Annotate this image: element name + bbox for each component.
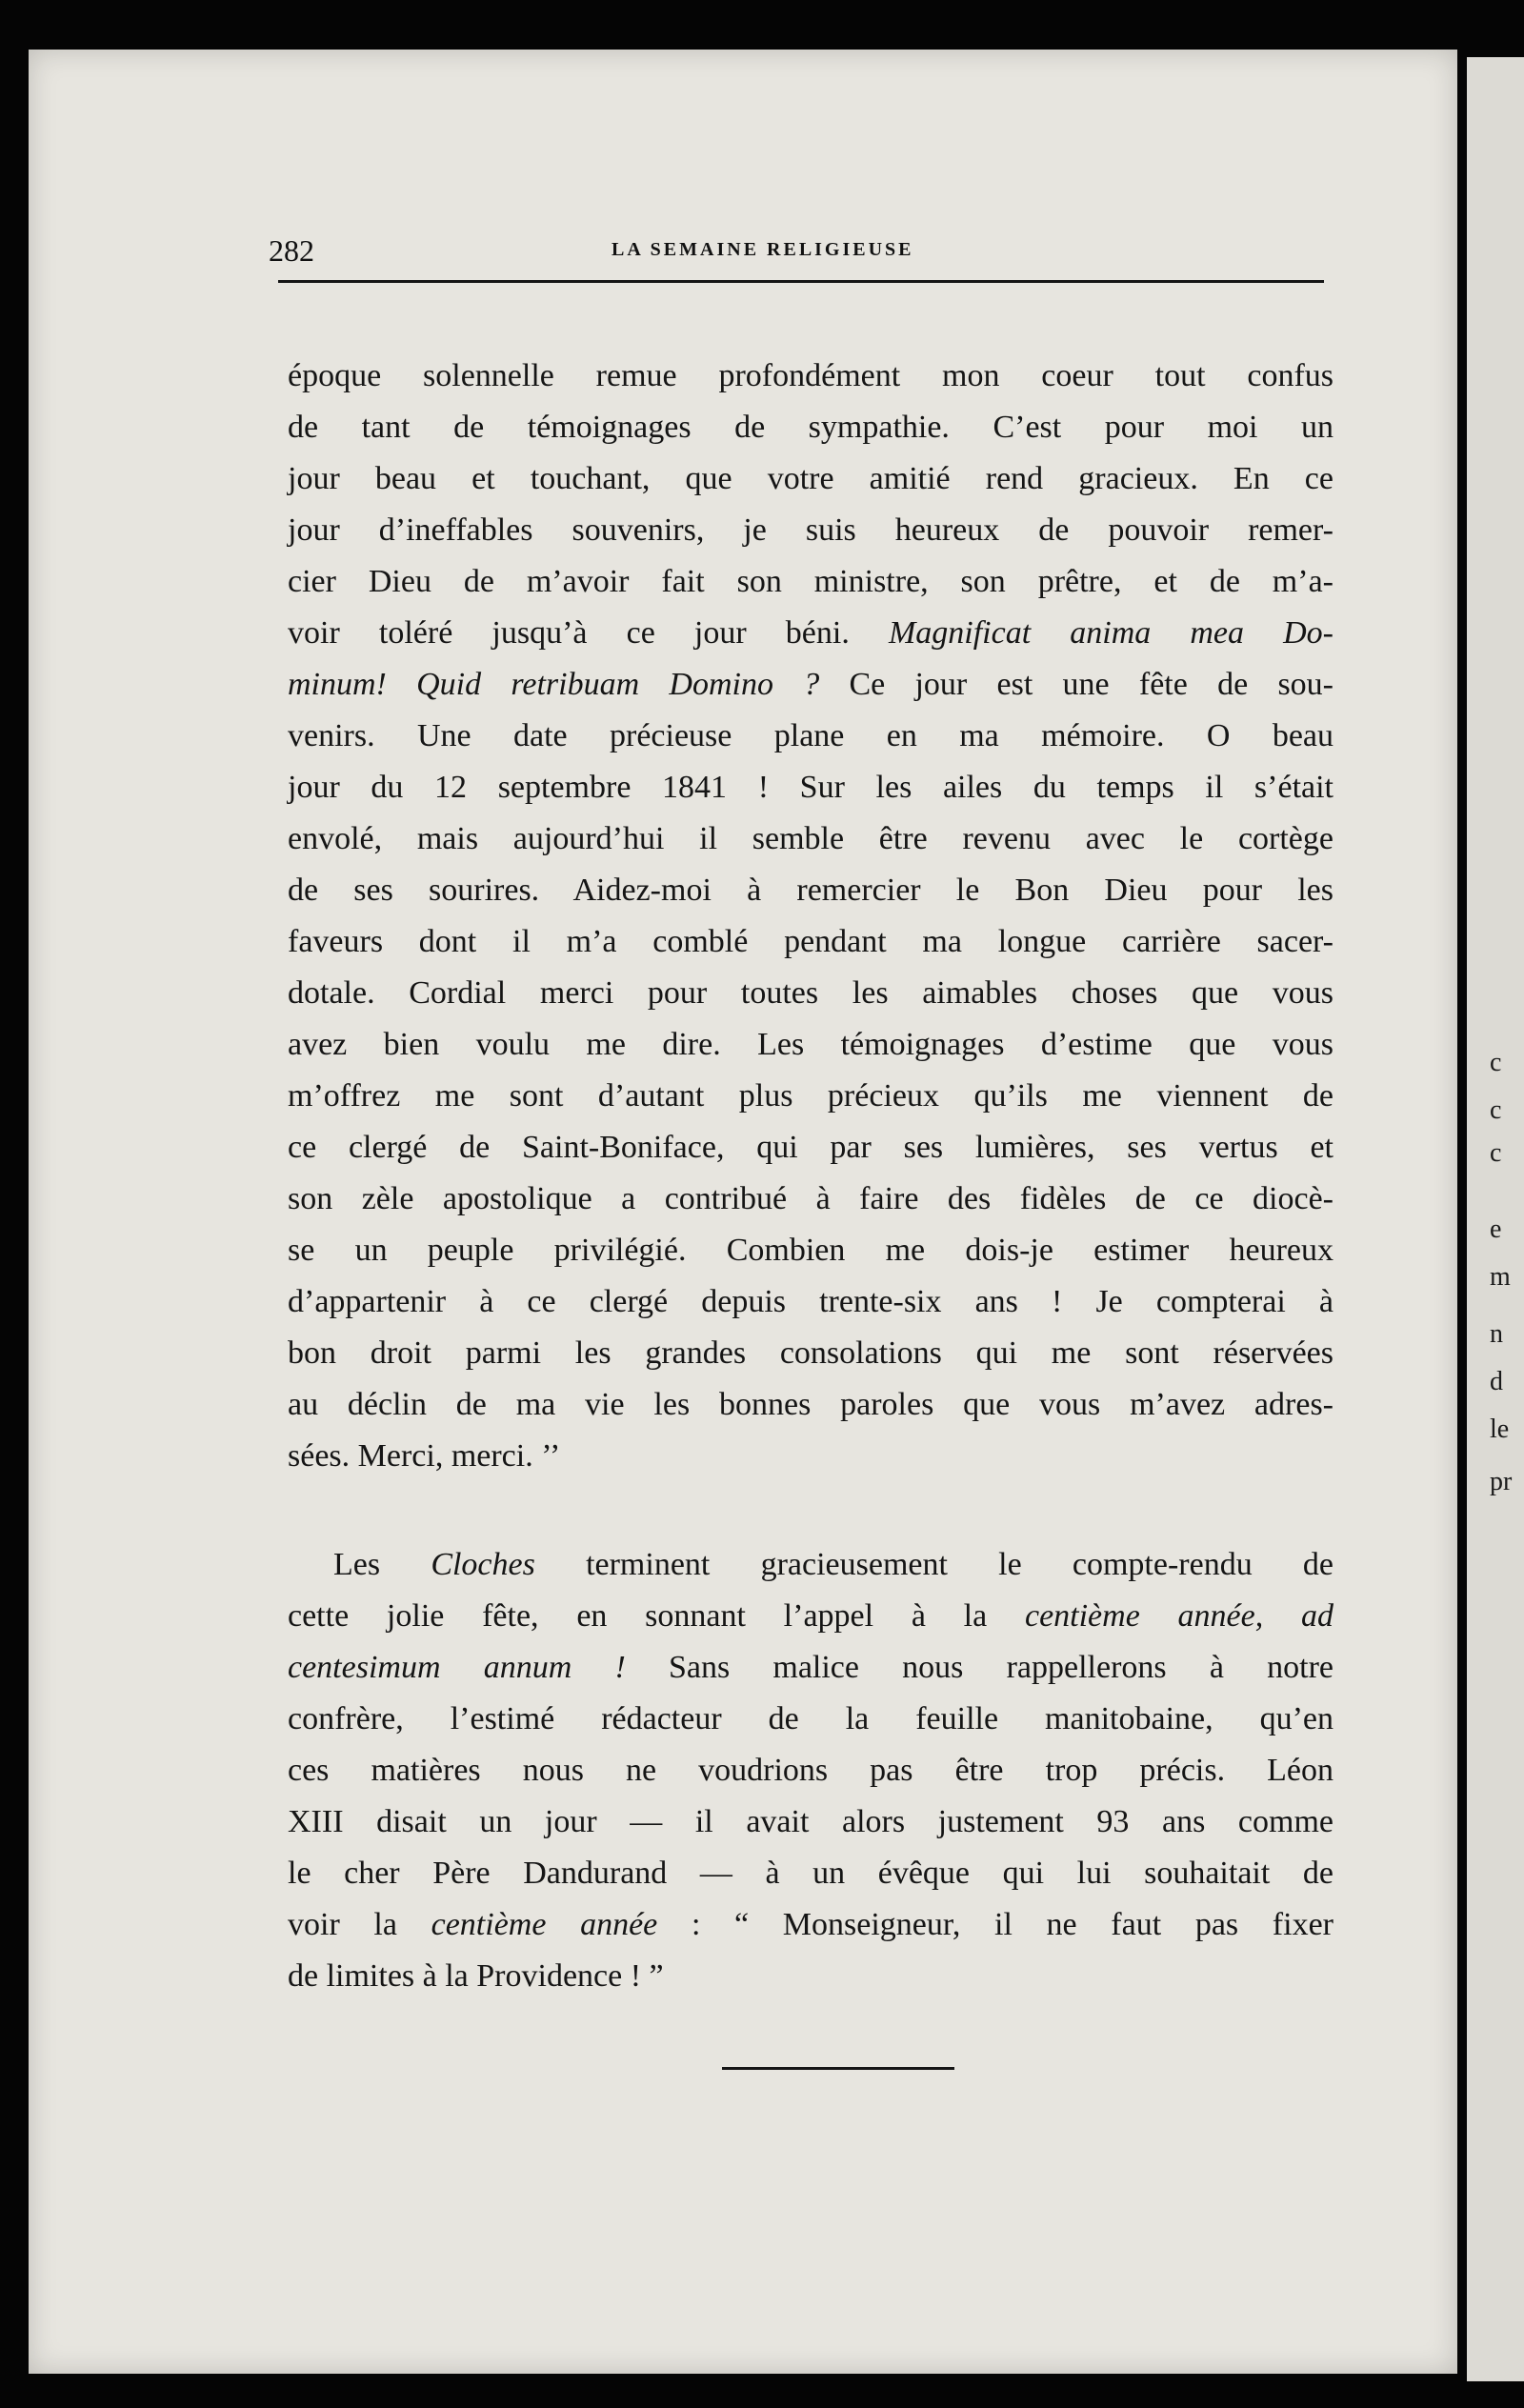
italic-text: centième année, ad [1024, 1598, 1334, 1634]
text-line [288, 1379, 1334, 1431]
text-segment: de limites à la Providence ! ” [288, 1958, 664, 1994]
italic-text: minum! Quid retribuam Domino ? [288, 667, 820, 702]
paragraph-gap [288, 1482, 1334, 1539]
text-line [288, 402, 1334, 453]
header-rule [278, 280, 1324, 283]
body-text [288, 351, 1334, 2002]
text-line [288, 1951, 1334, 2002]
page-number: 282 [269, 233, 314, 268]
text-line [288, 1796, 1334, 1848]
adjacent-page-edge [1467, 57, 1524, 2381]
text-line [288, 1019, 1334, 1071]
text-segment: au déclin de ma vie les bonnes paroles que vous m’avez adres- [288, 1387, 1334, 1422]
text-line [288, 1694, 1334, 1745]
paragraph-commentary [288, 1539, 1334, 2002]
text-segment: de ses sourires. Aidez-moi à remercier le Bon Dieu pour les [288, 873, 1334, 908]
italic-text: Cloches [431, 1547, 535, 1582]
text-line [288, 351, 1334, 402]
text-segment: sées. Merci, merci. ’’ [288, 1438, 561, 1474]
text-segment: jour d’ineffables souvenirs, je suis heureux de pouvoir remer- [288, 512, 1334, 548]
adjacent-page-fragment: n [1490, 1319, 1503, 1349]
text-line [288, 608, 1334, 659]
adjacent-page-fragment: c [1490, 1138, 1502, 1168]
text-line [288, 1174, 1334, 1225]
italic-text: centesimum annum ! [288, 1650, 626, 1685]
text-line [288, 1328, 1334, 1379]
text-segment: avez bien voulu me dire. Les témoignages d’estime que vous [288, 1027, 1334, 1062]
text-segment: venirs. Une date précieuse plane en ma mémoire. O beau [288, 718, 1334, 753]
text-line [288, 1431, 1334, 1482]
text-segment: Les [333, 1547, 431, 1582]
text-segment: ce clergé de Saint-Boniface, qui par ses lumières, ses vertus et [288, 1130, 1334, 1165]
text-segment: jour beau et touchant, que votre amitié rend gracieux. En ce [288, 461, 1334, 496]
text-line [288, 1539, 1334, 1591]
adjacent-page-fragment: e [1490, 1214, 1502, 1244]
text-line [288, 1848, 1334, 1899]
text-segment: Sans malice nous rappellerons à notre [625, 1650, 1334, 1685]
text-line [288, 762, 1334, 813]
text-segment: confrère, l’estimé rédacteur de la feuille manitobaine, qu’en [288, 1701, 1334, 1736]
text-line [288, 1899, 1334, 1951]
adjacent-page-fragment: pr [1490, 1467, 1513, 1496]
text-line [288, 1642, 1334, 1694]
text-segment: d’appartenir à ce clergé depuis trente-six ans ! Je compterai à [288, 1284, 1334, 1319]
adjacent-page-fragment: c [1490, 1095, 1502, 1125]
text-line [288, 659, 1334, 711]
text-line [288, 711, 1334, 762]
text-line [288, 556, 1334, 608]
text-line [288, 1745, 1334, 1796]
adjacent-page-fragment: c [1490, 1048, 1502, 1077]
text-line [288, 1276, 1334, 1328]
text-segment: jour du 12 septembre 1841 ! Sur les ailes du temps il s’était [288, 770, 1334, 805]
text-segment: XIII disait un jour — il avait alors justement 93 ans comme [288, 1804, 1334, 1839]
text-segment: m’offrez me sont d’autant plus précieux qu’ils me viennent de [288, 1078, 1334, 1114]
text-line [288, 1591, 1334, 1642]
text-line [288, 1071, 1334, 1122]
text-segment: : “ Monseigneur, il ne faut pas fixer [657, 1907, 1334, 1942]
end-rule [722, 2067, 954, 2070]
text-line [288, 1122, 1334, 1174]
text-segment: cette jolie fête, en sonnant l’appel à la [288, 1598, 1025, 1634]
text-segment: le cher Père Dandurand — à un évêque qui lui souhaitait de [288, 1856, 1334, 1891]
text-line [288, 1225, 1334, 1276]
text-line [288, 505, 1334, 556]
text-segment: de tant de témoignages de sympathie. C’est pour moi un [288, 410, 1334, 445]
text-line [288, 453, 1334, 505]
running-title: LA SEMAINE RELIGIEUSE [612, 239, 914, 260]
adjacent-page-fragment: m [1490, 1262, 1511, 1292]
text-line [288, 813, 1334, 865]
text-segment: voir la [288, 1907, 431, 1942]
text-segment: envolé, mais aujourd’hui il semble être revenu avec le cortège [288, 821, 1334, 856]
text-line [288, 968, 1334, 1019]
text-line [288, 865, 1334, 916]
text-segment: terminent gracieusement le compte-rendu de [534, 1547, 1334, 1582]
text-segment: faveurs dont il m’a comblé pendant ma longue carrière sacer- [288, 924, 1334, 959]
text-segment: cier Dieu de m’avoir fait son ministre, son prêtre, et de m’a- [288, 564, 1334, 599]
text-segment: époque solennelle remue profondément mon coeur tout confus [288, 358, 1334, 393]
text-segment: se un peuple privilégié. Combien me dois-je estimer heureux [288, 1233, 1334, 1268]
italic-text: Magnificat anima mea Do- [888, 615, 1334, 651]
adjacent-page-fragment: le [1490, 1415, 1510, 1444]
text-segment: Ce jour est une fête de sou- [819, 667, 1334, 702]
text-segment: son zèle apostolique a contribué à faire des fidèles de ce diocè- [288, 1181, 1334, 1216]
text-line [288, 916, 1334, 968]
page-header [269, 233, 1324, 277]
paragraph-closing-speech [288, 351, 1334, 1482]
italic-text: centième année [431, 1907, 658, 1942]
adjacent-page-fragment: d [1490, 1367, 1503, 1396]
text-segment: dotale. Cordial merci pour toutes les aimables choses que vous [288, 975, 1334, 1011]
text-segment: voir toléré jusqu’à ce jour béni. [288, 615, 889, 651]
text-segment: bon droit parmi les grandes consolations qui me sont réservées [288, 1335, 1334, 1371]
text-segment: ces matières nous ne voudrions pas être trop précis. Léon [288, 1753, 1334, 1788]
